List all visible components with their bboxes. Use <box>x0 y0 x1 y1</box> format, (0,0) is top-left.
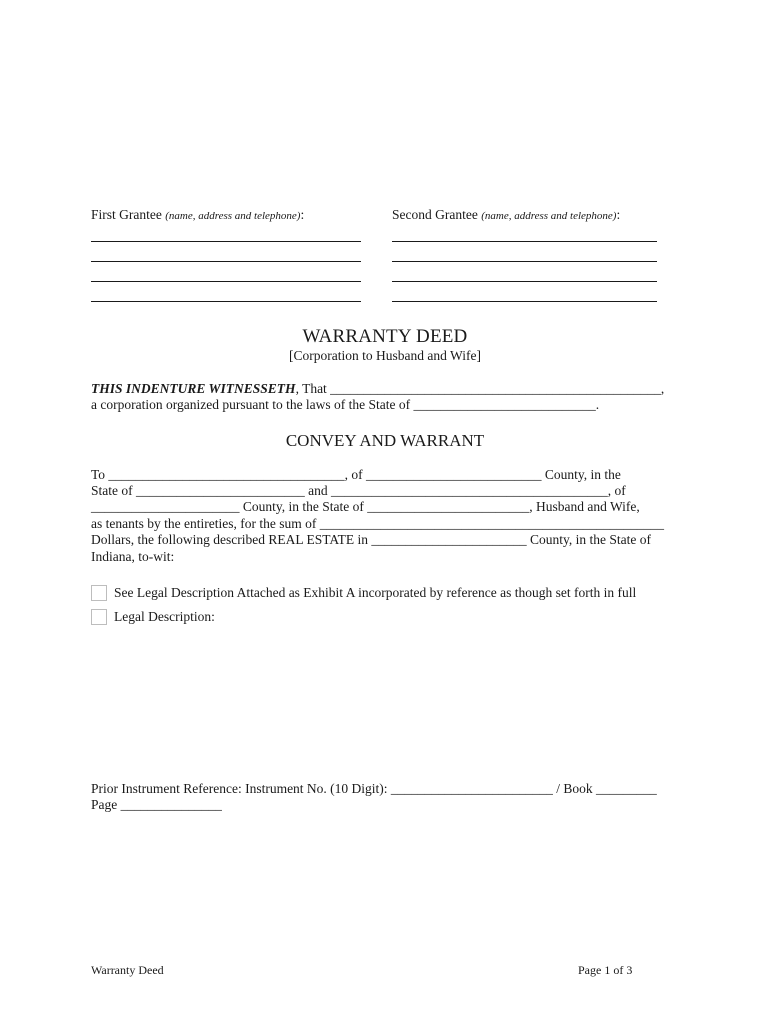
footer-page-number: Page 1 of 3 <box>578 963 633 977</box>
second-grantee-line[interactable] <box>392 261 657 262</box>
second-grantee-line[interactable] <box>392 241 657 242</box>
indenture-line-2: a corporation organized pursuant to the laws of the State of ___________________________. <box>91 397 600 412</box>
footer-document-name: Warranty Deed <box>91 963 164 977</box>
grant-line-1: To ___________________________________, of __________________________ County, in the <box>91 467 621 482</box>
grant-line-3: ______________________ County, in the State of ________________________, Husband and Wife, <box>91 499 640 514</box>
second-grantee-line[interactable] <box>392 281 657 282</box>
prior-instrument-line-1: Prior Instrument Reference: Instrument No. (10 Digit): ________________________ / Book _________ <box>91 781 657 796</box>
grant-line-4: as tenants by the entireties, for the sum of ___________________________________________________ <box>91 516 664 531</box>
first-grantee-line[interactable] <box>91 281 361 282</box>
second-grantee-colon: : <box>616 207 621 222</box>
indenture-line-1 <box>91 381 664 397</box>
first-grantee-line[interactable] <box>91 241 361 242</box>
first-grantee-heading <box>91 207 304 223</box>
first-grantee-label: First Grantee <box>91 207 162 222</box>
first-grantee-line[interactable] <box>91 261 361 262</box>
legal-description-label: Legal Description: <box>114 609 215 624</box>
first-grantee-line[interactable] <box>91 301 361 302</box>
second-grantee-note: (name, address and telephone) <box>481 210 617 222</box>
grant-line-5: Dollars, the following described REAL ESTATE in _______________________ County, in the State of <box>91 532 651 547</box>
document-subtitle: [Corporation to Husband and Wife] <box>289 348 481 363</box>
indenture-line-1-rest: , That _________________________________________________, <box>295 381 665 396</box>
grant-line-2: State of _________________________ and _________________________________________, of <box>91 483 626 498</box>
second-grantee-label: Second Grantee <box>392 207 478 222</box>
second-grantee-heading <box>392 207 620 223</box>
exhibit-a-checkbox[interactable] <box>91 585 107 601</box>
second-grantee-line[interactable] <box>392 301 657 302</box>
legal-description-checkbox[interactable] <box>91 609 107 625</box>
convey-warrant-heading: CONVEY AND WARRANT <box>285 431 485 450</box>
indenture-lead: THIS INDENTURE WITNESSETH <box>91 381 296 396</box>
first-grantee-note: (name, address and telephone) <box>165 210 301 222</box>
prior-instrument-line-2: Page _______________ <box>91 797 222 812</box>
document-title: WARRANTY DEED <box>302 326 468 347</box>
exhibit-a-label: See Legal Description Attached as Exhibit A incorporated by reference as though set forth in full <box>114 585 637 600</box>
grant-line-6: Indiana, to-wit: <box>91 549 175 564</box>
first-grantee-colon: : <box>300 207 305 222</box>
